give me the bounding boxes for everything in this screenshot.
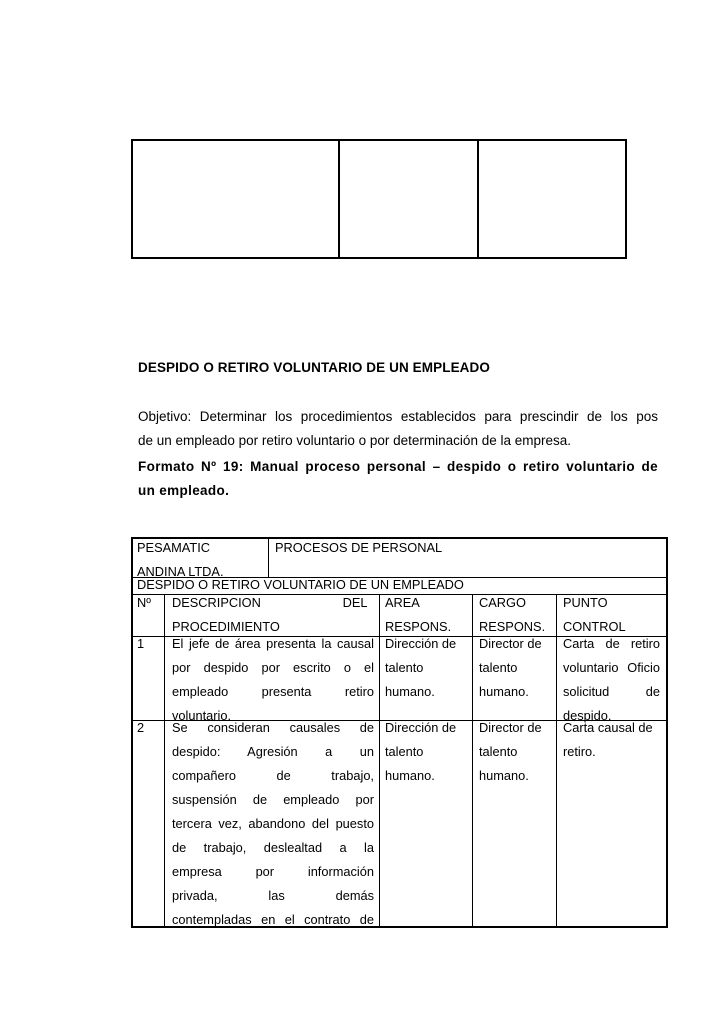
row-2-description <box>172 716 374 926</box>
row-1-desc-line-2: por despido por escrito o el <box>172 660 374 675</box>
row-2-area-line-2: talento <box>385 744 424 759</box>
header-desc-line-2: PROCEDIMIENTO <box>172 619 280 634</box>
divider-company-process <box>268 537 269 577</box>
row-2-desc-line-2: despido: Agresión a un <box>172 744 374 759</box>
company-line-2: ANDINA LTDA. <box>137 564 224 579</box>
row-1-area-line-2: talento <box>385 660 424 675</box>
row-2-desc-line-4: suspensión de empleado por <box>172 792 374 807</box>
row-1-cargo-line-2: talento <box>479 660 518 675</box>
row-2-num: 2 <box>137 720 145 735</box>
section-title: DESPIDO O RETIRO VOLUNTARIO DE UN EMPLEADO <box>137 577 464 592</box>
header-control-line-1: PUNTO <box>563 595 608 610</box>
format-line-2: un empleado. <box>138 483 230 498</box>
row-1-description <box>172 632 374 728</box>
row-2-control <box>563 716 663 764</box>
col-divider-cargo <box>556 594 557 927</box>
row-1-desc-line-4: voluntario. <box>172 708 232 723</box>
header-num: Nº <box>137 595 151 610</box>
row-2-desc-line-7: empresa por información <box>172 864 374 879</box>
col-divider-area <box>472 594 473 927</box>
table-right-border <box>666 537 668 927</box>
col-divider-num <box>164 594 165 927</box>
row-1-area-line-3: humano. <box>385 684 435 699</box>
row-2-desc-line-5: tercera vez, abandono del puesto <box>172 816 374 831</box>
row-2-control-line-2: retiro. <box>563 744 596 759</box>
company-line-1: PESAMATIC <box>137 540 211 555</box>
header-cargo-line-1: CARGO <box>479 595 526 610</box>
header-area-line-2: RESPONS. <box>385 619 452 634</box>
document-title: DESPIDO O RETIRO VOLUNTARIO DE UN EMPLEADO <box>138 360 490 375</box>
row-1-num: 1 <box>137 636 145 651</box>
row-2-area-line-1: Dirección de <box>385 720 457 735</box>
row-2-desc-line-9: contempladas en el contrato de <box>172 912 374 926</box>
row-2-desc-line-1: Se consideran causales de <box>172 720 374 735</box>
row-2-area <box>385 716 469 788</box>
row-2-desc-line-8: privada, las demás <box>172 888 374 903</box>
row-2-cargo-line-3: humano. <box>479 768 529 783</box>
row-2-desc-line-6: de trabajo, deslealtad a la <box>172 840 374 855</box>
row-2-cargo-line-2: talento <box>479 744 518 759</box>
header-control-line-2: CONTROL <box>563 619 626 634</box>
table-left-border <box>131 537 133 927</box>
row-1-area-line-1: Dirección de <box>385 636 457 651</box>
header-cargo-line-2: RESPONS. <box>479 619 546 634</box>
row-2-area-line-3: humano. <box>385 768 435 783</box>
header-area-line-1: AREA <box>385 595 420 610</box>
row-1-cargo <box>479 632 553 704</box>
row-1-control-line-3: solicitud de <box>563 684 660 699</box>
header-desc-line-1: DESCRIPCION DEL <box>172 595 368 610</box>
row-2-control-line-1: Carta causal de <box>563 720 653 735</box>
row-1-control-line-2: voluntario Oficio <box>563 660 660 675</box>
row-2-desc-line-3: compañero de trabajo, <box>172 768 374 783</box>
row-1-cargo-line-3: humano. <box>479 684 529 699</box>
col-divider-desc <box>379 594 380 927</box>
objective-line-1: Objetivo: Determinar los procedimientos establecidos para prescindir de los pos <box>138 409 658 424</box>
row-2-cargo-line-1: Director de <box>479 720 542 735</box>
process-title: PROCESOS DE PERSONAL <box>275 540 443 555</box>
row-1-control-line-4: despido. <box>563 708 612 723</box>
format-line-1: Formato Nº 19: Manual proceso personal – despido o retiro voluntario de <box>138 459 658 474</box>
row-1-control-line-1: Carta de retiro <box>563 636 660 651</box>
row-1-area <box>385 632 469 704</box>
row-2-cargo <box>479 716 553 788</box>
row-1-desc-line-3: empleado presenta retiro <box>172 684 374 699</box>
table-bottom-border <box>131 926 668 928</box>
row-1-cargo-line-1: Director de <box>479 636 542 651</box>
objective-line-2: de un empleado por retiro voluntario o por determinación de la empresa. <box>138 433 572 448</box>
row-1-control <box>563 632 660 728</box>
row-1-desc-line-1: El jefe de área presenta la causal <box>172 636 374 651</box>
